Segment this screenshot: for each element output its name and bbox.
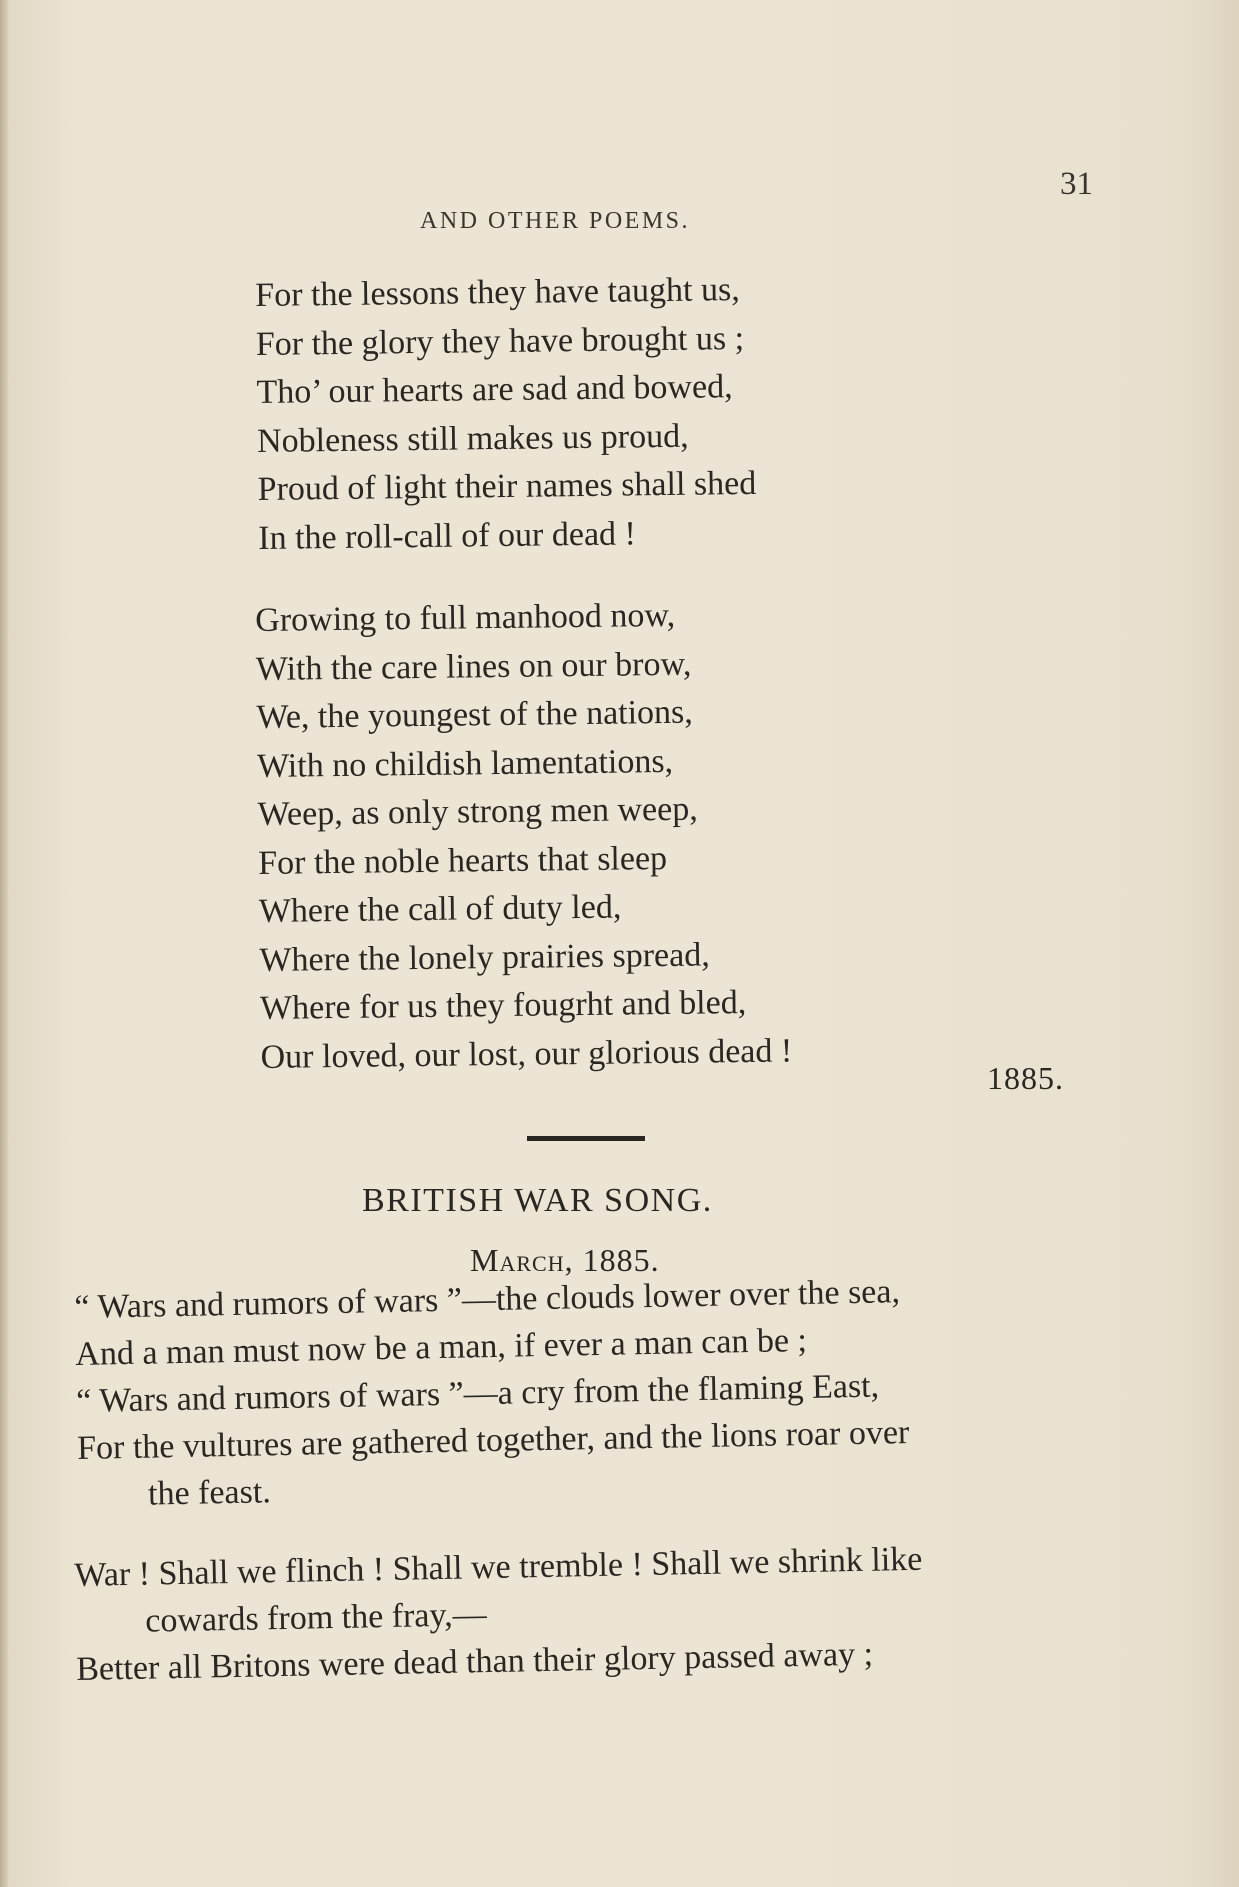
verse-line: With the care lines on our brow, — [255, 645, 692, 688]
poem-date: March, 1885. — [470, 1242, 660, 1278]
verse-line: And a man must now be a man, if ever a man can be ; — [74, 1321, 808, 1373]
verse-line: Where for us they fougrht and bled, — [259, 984, 747, 1027]
verse-line: For the glory they have brought us ; — [255, 319, 745, 363]
verse-line: In the roll-call of our dead ! — [258, 514, 637, 557]
poem-one-stanza-1 — [255, 266, 757, 563]
poem-two-stanza-2 — [74, 1536, 925, 1693]
verse-line: Where the lonely prairies spread, — [259, 935, 710, 979]
poem-year: 1885. — [987, 1060, 1064, 1096]
section-divider — [527, 1136, 645, 1141]
page-number: 31 — [1060, 166, 1093, 202]
verse-line: Where the call of duty led, — [258, 888, 622, 930]
verse-line: With no childish lamentations, — [256, 742, 674, 785]
poem-one-stanza-2 — [255, 591, 793, 1082]
verse-line: War ! Shall we flinch ! Shall we tremble ! Shall we shrink like — [74, 1540, 923, 1594]
verse-line: Our loved, our lost, our glorious dead ! — [260, 1031, 793, 1076]
verse-line: “ Wars and rumors of wars ”—the clouds lower over the sea, — [74, 1273, 901, 1326]
verse-line: We, the youngest of the nations, — [256, 693, 694, 736]
poem-title: BRITISH WAR SONG. — [362, 1182, 713, 1219]
page-edge — [0, 0, 8, 1887]
verse-line: Nobleness still makes us proud, — [256, 417, 689, 460]
verse-line: For the lessons they have taught us, — [255, 271, 740, 314]
verse-line: For the noble hearts that sleep — [258, 839, 668, 882]
verse-line: Tho’ our hearts are sad and bowed, — [256, 368, 733, 411]
verse-line: Growing to full manhood now, — [255, 596, 676, 639]
poem-two-stanza-1 — [74, 1268, 911, 1519]
verse-line: Weep, as only strong men weep, — [257, 790, 698, 833]
verse-line-continuation: cowards from the fray,— — [144, 1596, 488, 1640]
verse-line: For the vultures are gathered together, and the lions roar over — [76, 1413, 910, 1467]
verse-line: Better all Britons were dead than their glory passed away ; — [75, 1635, 874, 1688]
running-head: AND OTHER POEMS. — [420, 208, 691, 234]
verse-line: Proud of light their names shall shed — [257, 464, 757, 508]
verse-line: “ Wars and rumors of wars ”—a cry from the flaming East, — [75, 1367, 880, 1420]
verse-line-continuation: the feast. — [147, 1473, 272, 1513]
